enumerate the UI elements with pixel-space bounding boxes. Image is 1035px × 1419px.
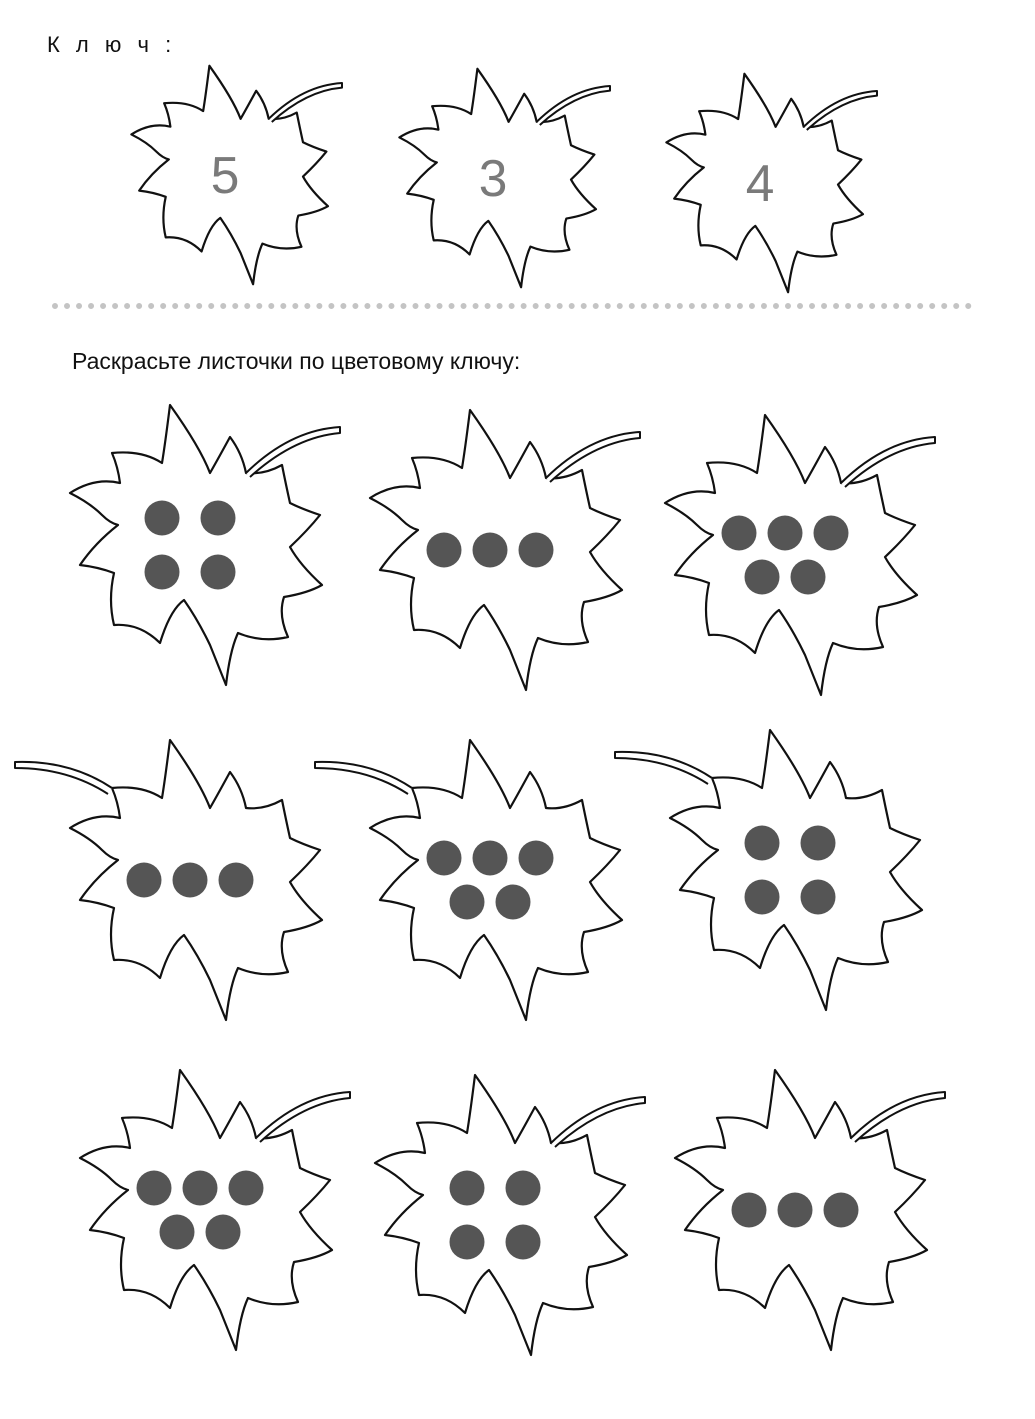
leaf-stem — [841, 437, 935, 487]
count-dot — [145, 501, 180, 536]
instruction-text: Раскрасьте листочки по цветовому ключу: — [72, 348, 521, 374]
leaf-stem — [546, 432, 640, 482]
leaf-stem — [551, 1097, 645, 1147]
count-dot — [791, 560, 826, 595]
count-dot — [814, 516, 849, 551]
leaf-stem — [269, 83, 342, 122]
leaf-outline[interactable] — [670, 730, 922, 1010]
count-dot — [801, 826, 836, 861]
count-dot — [519, 533, 554, 568]
task-leaf[interactable] — [375, 1075, 645, 1355]
count-dot — [473, 533, 508, 568]
count-dot — [496, 885, 531, 920]
count-dot — [450, 1225, 485, 1260]
leaf-stem — [804, 91, 877, 130]
key-leaf-4[interactable] — [666, 74, 877, 292]
count-dot — [732, 1193, 767, 1228]
count-dot — [745, 560, 780, 595]
key-number: 4 — [745, 154, 775, 213]
count-dot — [506, 1225, 541, 1260]
count-dot — [473, 841, 508, 876]
count-dot — [173, 863, 208, 898]
count-dot — [506, 1171, 541, 1206]
count-dot — [201, 501, 236, 536]
count-dot — [201, 555, 236, 590]
count-dot — [450, 885, 485, 920]
key-leaf-3[interactable] — [399, 69, 610, 287]
count-dot — [219, 863, 254, 898]
task-leaf[interactable] — [70, 405, 340, 685]
count-dot — [519, 841, 554, 876]
task-leaf[interactable] — [315, 740, 622, 1020]
leaf-stem — [615, 752, 712, 784]
count-dot — [137, 1171, 172, 1206]
leaf-stem — [256, 1092, 350, 1142]
count-dot — [229, 1171, 264, 1206]
count-dot — [824, 1193, 859, 1228]
count-dot — [145, 555, 180, 590]
key-number: 3 — [478, 149, 508, 208]
count-dot — [427, 533, 462, 568]
task-leaf[interactable] — [665, 415, 935, 695]
count-dot — [778, 1193, 813, 1228]
count-dot — [801, 880, 836, 915]
count-dot — [450, 1171, 485, 1206]
count-dot — [206, 1215, 241, 1250]
leaf-outline[interactable] — [370, 740, 622, 1020]
count-dot — [183, 1171, 218, 1206]
count-dot — [768, 516, 803, 551]
count-dot — [160, 1215, 195, 1250]
leaf-stem — [851, 1092, 945, 1142]
leaf-stem — [246, 427, 340, 477]
count-dot — [427, 841, 462, 876]
key-number: 5 — [210, 146, 240, 205]
count-dot — [745, 880, 780, 915]
count-dot — [127, 863, 162, 898]
task-leaf[interactable] — [80, 1070, 350, 1350]
count-dot — [745, 826, 780, 861]
task-leaf[interactable] — [675, 1070, 945, 1350]
leaf-stem — [537, 86, 610, 125]
leaf-stem — [315, 762, 412, 794]
leaf-stem — [15, 762, 112, 794]
count-dot — [722, 516, 757, 551]
key-title: К л ю ч : — [47, 32, 177, 57]
key-leaf-5[interactable] — [131, 66, 342, 284]
task-leaf[interactable] — [615, 730, 922, 1010]
task-leaf[interactable] — [15, 740, 322, 1020]
task-leaf[interactable] — [370, 410, 640, 690]
